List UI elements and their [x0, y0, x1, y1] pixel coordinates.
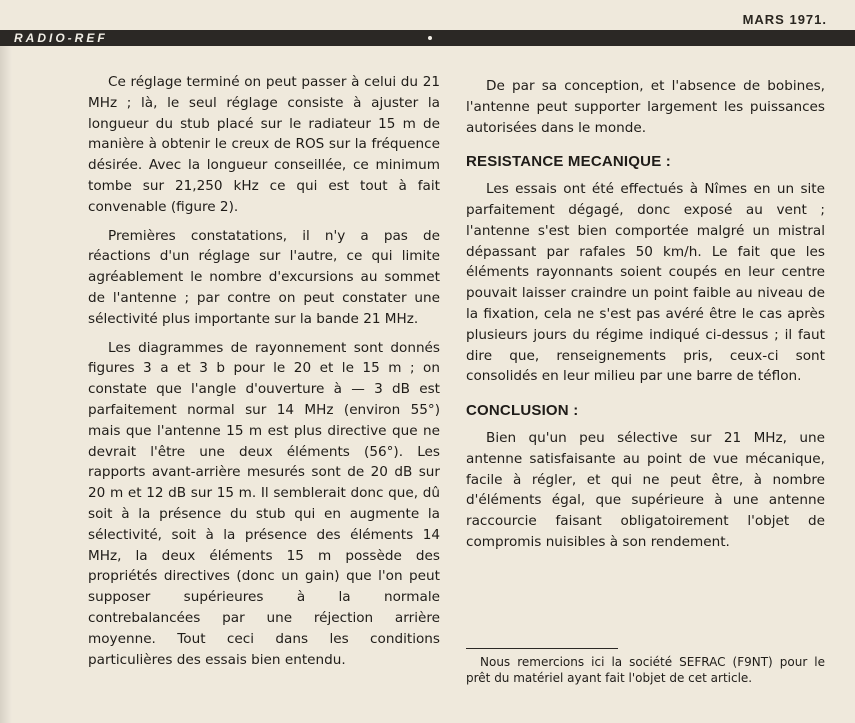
footnote-text: Nous remercions ici la société SEFRAC (F9NT) pour le prêt du matériel ayant fait l'objet de cet article.	[466, 655, 825, 685]
paragraph-diagrammes: Les diagrammes de rayonnement sont donnés figures 3 a et 3 b pour le 20 et le 15 m ; on constate que l'angle d'ouverture à — 3 dB est parfaitement normal sur 14 MHz (environ 55°) mais que l'antenne 15 m est plus directive que ne devrait l'être une deux éléments (56°). Les rapports avant-arrière mesurés sont de 20 dB sur 20 m et 12 dB sur 15 m. Il semblerait donc que, dû soit à la présence du stub qui en augmente la sélectivité, soit à la présence des éléments 14 MHz, la deux éléments 15 m possède des propriétés directives (donc un gain) que l'on peut supposer supérieures à la normale contrebalancées par une réjection arrière moyenne. Tout ceci dans les conditions particulières des essais bien entendu.	[88, 339, 440, 668]
header-banner	[0, 30, 855, 46]
page-gutter-shadow	[0, 46, 12, 723]
footnote	[466, 654, 825, 686]
right-column	[466, 76, 825, 561]
banner-dot	[428, 36, 432, 40]
issue-date: MARS 1971.	[742, 12, 827, 27]
paragraph-conclusion: Bien qu'un peu sélective sur 21 MHz, une antenne satisfaisante au point de vue mécanique, facile à régler, et qui ne peut être, à nombre d'éléments égal, que supérieure à une antenne raccourcie faisant obligatoirement l'objet de compromis nuisibles à son rendement.	[466, 429, 825, 550]
paragraph-conception: De par sa conception, et l'absence de bobines, l'antenne peut supporter largement les puissances autorisées dans le monde.	[466, 78, 825, 136]
heading-conclusion: CONCLUSION :	[466, 402, 579, 420]
footnote-rule	[466, 648, 618, 649]
paragraph-reglage-21mhz: Ce réglage terminé on peut passer à celui du 21 MHz ; là, le seul réglage consiste à ajuster la longueur du stub placé sur le radiateur 15 m de manière à obtenir le creux de ROS sur la fréquence désirée. Avec la longueur conseillée, ce minimum tombe sur 21,250 kHz ce qui est tout à fait convenable (figure 2).	[88, 74, 440, 215]
heading-resistance-mecanique: RESISTANCE MECANIQUE :	[466, 153, 671, 171]
left-column	[88, 72, 440, 678]
paragraph-premieres-constatations: Premières constatations, il n'y a pas de réactions d'un réglage sur l'autre, ce qui limite agréablement le nombre d'excursions au sommet de l'antenne ; par contre on peut constater une sélectivité plus importante sur la bande 21 MHz.	[88, 227, 440, 327]
paragraph-essais: Les essais ont été effectués à Nîmes en un site parfaitement dégagé, donc exposé au vent ; l'antenne s'est bien comportée malgré un mistral dépassant par rafales 50 km/h. Le fait que les éléments rayonnants soient coupés en leur centre pouvait laisser craindre un point faible au niveau de la fixation, cela ne s'est pas avéré être le cas après plusieurs jours du régime indiqué ci-dessus ; il faut dire que, renseignements pris, ceux-ci sont consolidés en leur milieu par une barre de téflon.	[466, 181, 825, 385]
magazine-title: RADIO-REF	[14, 31, 108, 45]
